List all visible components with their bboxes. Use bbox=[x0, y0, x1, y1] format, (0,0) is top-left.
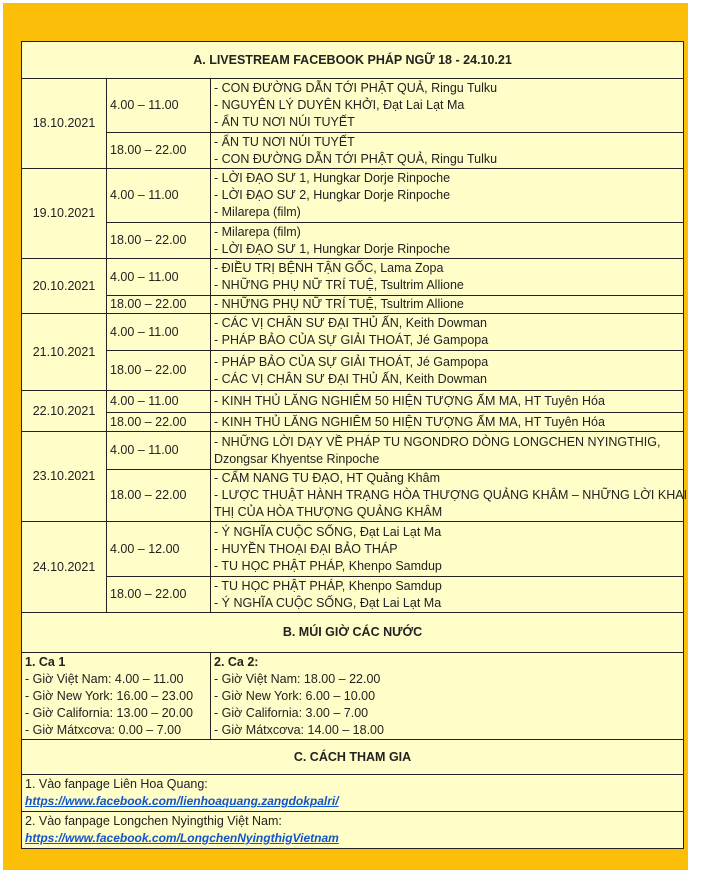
program-item: - ĐIỀU TRỊ BỆNH TẬN GỐC, Lama Zopa bbox=[214, 261, 444, 275]
time-cell: 18.00 – 22.00 bbox=[107, 133, 211, 169]
program-item: - LỜI ĐẠO SƯ 1, Hungkar Dorje Rinpoche bbox=[214, 171, 451, 185]
time-cell: 18.00 – 22.00 bbox=[107, 470, 211, 522]
time-cell: 18.00 – 22.00 bbox=[107, 577, 211, 613]
schedule-row bbox=[22, 522, 684, 577]
program-item: - NGUYÊN LÝ DUYÊN KHỞI, Đạt Lai Lạt Ma bbox=[214, 98, 465, 112]
program-item: - CÁC VỊ CHÂN SƯ ĐẠI THỦ ẤN, Keith Dowman bbox=[214, 371, 488, 386]
date-cell: 18.10.2021 bbox=[22, 79, 107, 169]
program-cell bbox=[211, 351, 684, 391]
time-cell: 18.00 – 22.00 bbox=[107, 296, 211, 314]
timezone-line: - Giờ New York: 16.00 – 23.00 bbox=[25, 689, 194, 703]
shift-label: 1. Ca 1 bbox=[25, 655, 66, 669]
program-cell bbox=[211, 169, 684, 223]
schedule-row bbox=[22, 314, 684, 351]
schedule-row bbox=[22, 351, 684, 391]
schedule-row bbox=[22, 577, 684, 613]
shift-label: 2. Ca 2: bbox=[214, 655, 259, 669]
schedule-row bbox=[22, 169, 684, 223]
program-item: - ẨN TU NƠI NÚI TUYẾT bbox=[214, 134, 355, 149]
shift-cell bbox=[22, 653, 211, 740]
schedule-table bbox=[21, 41, 688, 849]
program-item: - TU HỌC PHẬT PHÁP, Khenpo Samdup bbox=[214, 578, 442, 593]
program-item: - Ý NGHĨA CUỘC SỐNG, Đạt Lai Lạt Ma bbox=[214, 524, 442, 539]
time-cell: 18.00 – 22.00 bbox=[107, 351, 211, 391]
program-cell bbox=[211, 79, 684, 133]
timezone-line: - Giờ California: 3.00 – 7.00 bbox=[214, 706, 369, 720]
time-cell: 4.00 – 12.00 bbox=[107, 522, 211, 577]
program-item: - NHỮNG PHỤ NỮ TRÍ TUỆ, Tsultrim Allione bbox=[214, 297, 464, 311]
program-item: - Milarepa (film) bbox=[214, 205, 301, 219]
section-c-title: C. CÁCH THAM GIA bbox=[22, 740, 684, 775]
schedule-row bbox=[22, 391, 684, 413]
timezone-line: - Giờ New York: 6.00 – 10.00 bbox=[214, 689, 376, 703]
timezone-line: - Giờ California: 13.00 – 20.00 bbox=[25, 706, 194, 720]
program-cell bbox=[211, 577, 684, 613]
schedule-row bbox=[22, 259, 684, 296]
program-item: - PHÁP BẢO CỦA SỰ GIẢI THOÁT, Jé Gampopa bbox=[214, 354, 489, 369]
program-item: - PHÁP BẢO CỦA SỰ GIẢI THOÁT, Jé Gampopa bbox=[214, 333, 489, 347]
program-item: - Milarepa (film) bbox=[214, 224, 301, 239]
schedule-row bbox=[22, 413, 684, 432]
program-item: - LỜI ĐẠO SƯ 2, Hungkar Dorje Rinpoche bbox=[214, 188, 451, 202]
timezone-line: - Giờ Mátxcơva: 0.00 – 7.00 bbox=[25, 723, 182, 737]
program-item: - CON ĐƯỜNG DẪN TỚI PHẬT QUẢ, Ringu Tulku bbox=[214, 81, 498, 95]
timezone-row bbox=[22, 653, 684, 740]
date-cell: 22.10.2021 bbox=[22, 391, 107, 432]
program-item: - NHỮNG PHỤ NỮ TRÍ TUỆ, Tsultrim Allione bbox=[214, 278, 464, 292]
schedule-row bbox=[22, 470, 684, 522]
program-item: - NHỮNG LỜI DẠY VỀ PHÁP TU NGONDRO DÒNG LONGCHEN NYINGTHIG, bbox=[214, 434, 661, 449]
program-cell bbox=[211, 522, 684, 577]
time-cell: 4.00 – 11.00 bbox=[107, 169, 211, 223]
schedule-row bbox=[22, 133, 684, 169]
program-cell bbox=[211, 314, 684, 351]
program-item: - CON ĐƯỜNG DẪN TỚI PHẬT QUẢ, Ringu Tulku bbox=[214, 151, 498, 166]
section-b-title: B. MÚI GIỜ CÁC NƯỚC bbox=[22, 613, 684, 653]
program-item: THỊ CỦA HÒA THƯỢNG QUẢNG KHÂM bbox=[214, 505, 443, 519]
program-cell bbox=[211, 296, 684, 314]
join-cell bbox=[22, 775, 684, 812]
schedule-row bbox=[22, 432, 684, 470]
program-cell bbox=[211, 413, 684, 432]
time-cell: 18.00 – 22.00 bbox=[107, 223, 211, 259]
program-item: - KINH THỦ LĂNG NGHIÊM 50 HIỆN TƯỢNG ẤM MA, HT Tuyên Hóa bbox=[214, 414, 605, 429]
time-cell: 18.00 – 22.00 bbox=[107, 413, 211, 432]
schedule-row bbox=[22, 79, 684, 133]
shift-cell bbox=[211, 653, 684, 740]
program-item: - CÁC VỊ CHÂN SƯ ĐẠI THỦ ẤN, Keith Dowman bbox=[214, 316, 488, 330]
schedule-row bbox=[22, 223, 684, 259]
program-cell bbox=[211, 133, 684, 169]
date-cell: 20.10.2021 bbox=[22, 259, 107, 314]
program-item: - TU HỌC PHẬT PHÁP, Khenpo Samdup bbox=[214, 558, 442, 573]
program-item: - Ý NGHĨA CUỘC SỐNG, Đạt Lai Lạt Ma bbox=[214, 595, 442, 610]
program-item: - LƯỢC THUẬT HÀNH TRẠNG HÒA THƯỢNG QUẢNG KHÂM – NHỮNG LỜI KHAI bbox=[214, 488, 688, 502]
join-instruction: 2. Vào fanpage Longchen Nyingthig Việt Nam: bbox=[25, 814, 282, 828]
join-instruction: 1. Vào fanpage Liên Hoa Quang: bbox=[25, 777, 208, 791]
time-cell: 4.00 – 11.00 bbox=[107, 79, 211, 133]
date-cell: 21.10.2021 bbox=[22, 314, 107, 391]
join-cell bbox=[22, 812, 684, 849]
time-cell: 4.00 – 11.00 bbox=[107, 432, 211, 470]
time-cell: 4.00 – 11.00 bbox=[107, 259, 211, 296]
program-item: - HUYỀN THOẠI ĐẠI BẢO THÁP bbox=[214, 541, 398, 556]
date-cell: 24.10.2021 bbox=[22, 522, 107, 613]
date-cell: 19.10.2021 bbox=[22, 169, 107, 259]
schedule-row bbox=[22, 296, 684, 314]
fanpage-link[interactable]: https://www.facebook.com/LongchenNyingthigVietnam bbox=[25, 831, 339, 845]
program-cell bbox=[211, 391, 684, 413]
program-cell bbox=[211, 432, 684, 470]
program-item: - CẨM NANG TU ĐẠO, HT Quảng Khâm bbox=[214, 471, 440, 485]
timezone-line: - Giờ Việt Nam: 18.00 – 22.00 bbox=[214, 672, 381, 686]
time-cell: 4.00 – 11.00 bbox=[107, 314, 211, 351]
program-item: Dzongsar Khyentse Rinpoche bbox=[214, 451, 380, 466]
program-cell bbox=[211, 223, 684, 259]
program-cell bbox=[211, 470, 688, 522]
program-item: - KINH THỦ LĂNG NGHIÊM 50 HIỆN TƯỢNG ẤM MA, HT Tuyên Hóa bbox=[214, 394, 605, 408]
fanpage-link[interactable]: https://www.facebook.com/lienhoaquang.zangdokpalri/ bbox=[25, 794, 339, 808]
program-item: - LỜI ĐẠO SƯ 1, Hungkar Dorje Rinpoche bbox=[214, 241, 451, 256]
timezone-line: - Giờ Mátxcơva: 14.00 – 18.00 bbox=[214, 723, 384, 737]
time-cell: 4.00 – 11.00 bbox=[107, 391, 211, 413]
timezone-line: - Giờ Việt Nam: 4.00 – 11.00 bbox=[25, 672, 184, 686]
date-cell: 23.10.2021 bbox=[22, 432, 107, 522]
section-a-title: A. LIVESTREAM FACEBOOK PHÁP NGỮ 18 - 24.10.21 bbox=[22, 42, 684, 79]
program-item: - ẨN TU NƠI NÚI TUYẾT bbox=[214, 115, 355, 129]
program-cell bbox=[211, 259, 684, 296]
